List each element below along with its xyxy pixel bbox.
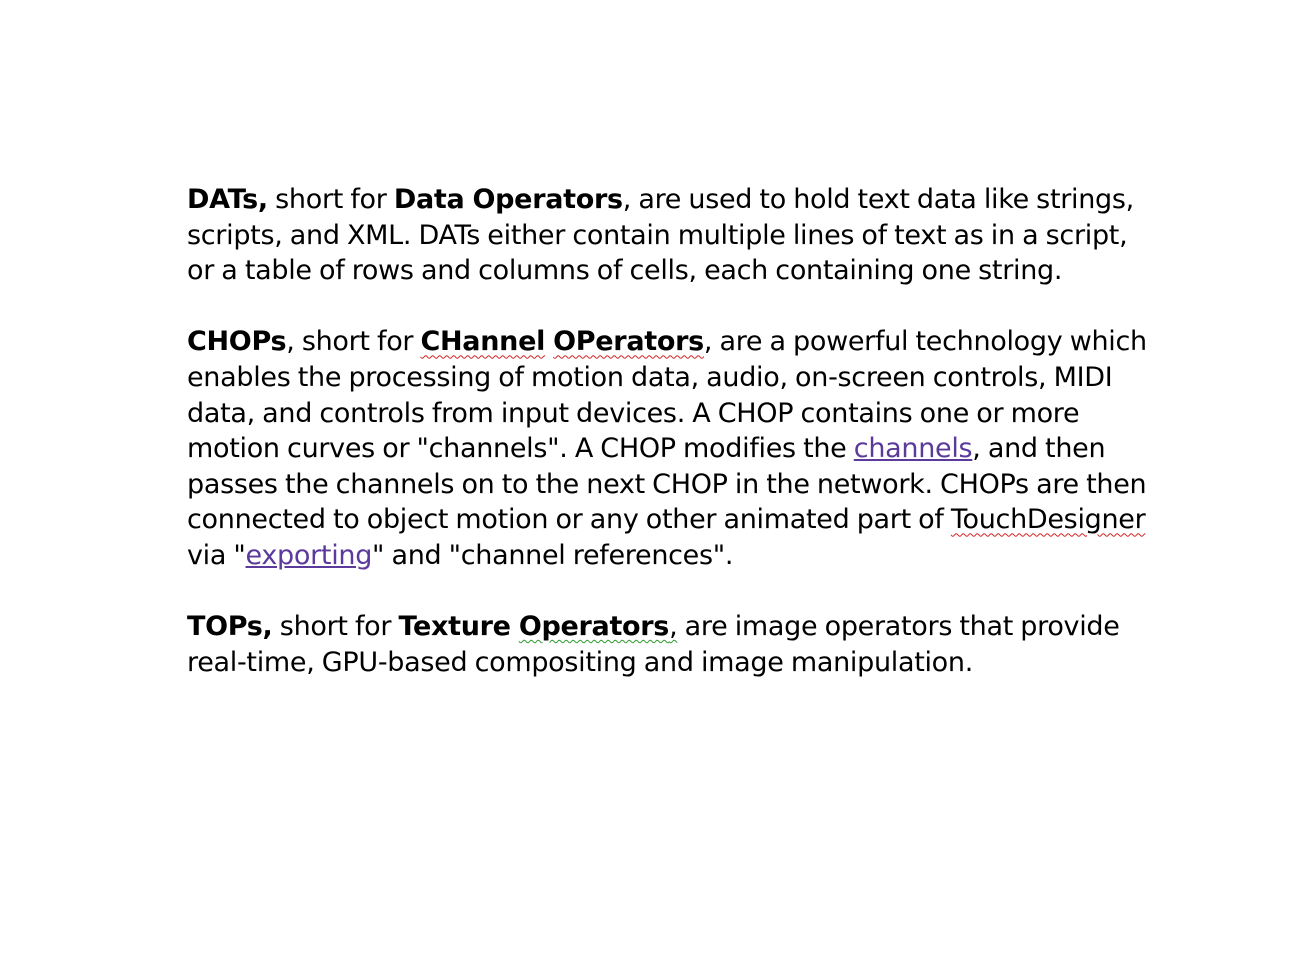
text: short for bbox=[272, 611, 399, 643]
text: , and then passes the channels on to the next CHOP in the network. CHOPs are then connected to object motion or any other animated part of bbox=[187, 433, 1147, 536]
text: via " bbox=[187, 539, 246, 571]
document-body bbox=[187, 182, 1147, 680]
space bbox=[511, 611, 519, 642]
full-name-operators: OPerators bbox=[553, 326, 704, 358]
full-name-texture: Texture bbox=[398, 611, 511, 643]
paragraph-dats bbox=[187, 182, 1147, 289]
text: short for bbox=[267, 184, 394, 215]
text: , short for bbox=[286, 326, 421, 358]
exporting-link[interactable]: exporting bbox=[245, 539, 373, 571]
comma: , bbox=[669, 611, 678, 643]
text: , are a powerful technology which enables the processing of motion data, audio, on-screen controls, MIDI data, and controls from input devices. A CHOP contains one or more motion curves or "channels". A CHOP modifies the bbox=[187, 326, 1147, 465]
text: are image operators that provide real-time, GPU-based compositing and image manipulation. bbox=[187, 611, 1120, 678]
text: " and "channel references". bbox=[372, 539, 734, 571]
full-name-operators: Operators bbox=[518, 611, 670, 643]
term-dats: DATs, bbox=[187, 184, 268, 215]
full-name-data-operators: Data Operators bbox=[393, 184, 623, 215]
full-name-channel: CHannel bbox=[420, 326, 546, 358]
space bbox=[545, 326, 553, 357]
term-tops: TOPs, bbox=[187, 611, 273, 643]
paragraph-tops bbox=[187, 609, 1147, 680]
touchdesigner-word: TouchDesigner bbox=[950, 504, 1146, 536]
channels-link[interactable]: channels bbox=[853, 433, 973, 465]
text: , are used to hold text data like strings, scripts, and XML. DATs either contain multiple lines of text as in a script, or a table of rows and columns of cells, each containing one string. bbox=[187, 184, 1134, 287]
paragraph-chops bbox=[187, 324, 1147, 573]
term-chops: CHOPs bbox=[187, 326, 287, 358]
